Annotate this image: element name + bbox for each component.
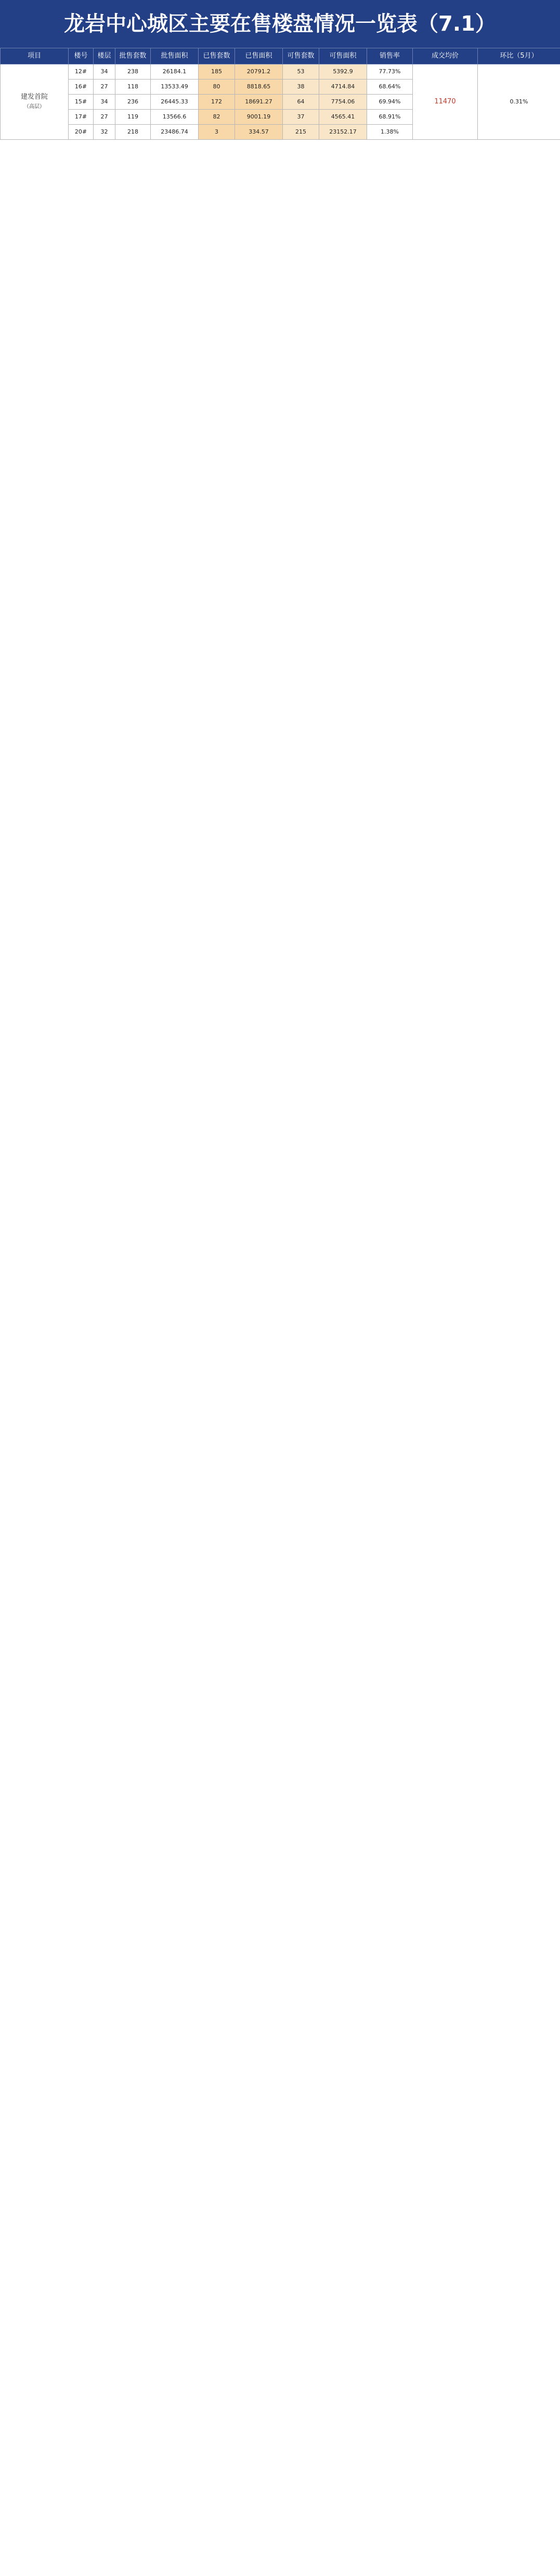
approved-units-cell: 119 [115, 110, 151, 125]
available-area-cell: 7754.06 [319, 95, 367, 110]
building-cell: 17# [69, 110, 94, 125]
sold-area-cell: 18691.27 [235, 95, 283, 110]
sold-units-cell: 3 [199, 125, 235, 140]
floors-cell: 34 [94, 95, 115, 110]
header-floors: 楼层 [94, 48, 115, 64]
header-sales-rate: 销售率 [367, 48, 413, 64]
listing-table [0, 48, 560, 140]
approved-units-cell: 236 [115, 95, 151, 110]
header-avg-price: 成交均价 [413, 48, 478, 64]
building-cell: 12# [69, 64, 94, 80]
header-available-units: 可售套数 [283, 48, 319, 64]
sold-units-cell: 185 [199, 64, 235, 80]
header-row [1, 48, 560, 64]
approved-area-cell: 23486.74 [151, 125, 199, 140]
sold-units-cell: 80 [199, 80, 235, 95]
sales-rate-cell: 77.73% [367, 64, 413, 80]
building-cell: 16# [69, 80, 94, 95]
building-cell: 20# [69, 125, 94, 140]
sold-area-cell: 334.57 [235, 125, 283, 140]
sold-area-cell: 20791.2 [235, 64, 283, 80]
table-row [1, 64, 560, 80]
available-units-cell: 53 [283, 64, 319, 80]
floors-cell: 27 [94, 110, 115, 125]
building-cell: 15# [69, 95, 94, 110]
project-name-cell [1, 64, 69, 140]
approved-area-cell: 13533.49 [151, 80, 199, 95]
approved-area-cell: 26445.33 [151, 95, 199, 110]
mom-cell: 0.31% [478, 64, 560, 140]
floors-cell: 34 [94, 64, 115, 80]
header-sold-area: 已售面积 [235, 48, 283, 64]
header-sold-units: 已售套数 [199, 48, 235, 64]
available-area-cell: 5392.9 [319, 64, 367, 80]
header-building: 楼号 [69, 48, 94, 64]
sold-area-cell: 8818.65 [235, 80, 283, 95]
approved-units-cell: 238 [115, 64, 151, 80]
approved-units-cell: 118 [115, 80, 151, 95]
avg-price-cell: 11470 [413, 64, 478, 140]
available-area-cell: 4565.41 [319, 110, 367, 125]
available-units-cell: 37 [283, 110, 319, 125]
sales-rate-cell: 69.94% [367, 95, 413, 110]
sales-rate-cell: 68.64% [367, 80, 413, 95]
floors-cell: 32 [94, 125, 115, 140]
approved-area-cell: 26184.1 [151, 64, 199, 80]
page-title: 龙岩中心城区主要在售楼盘情况一览表（7.1） [0, 0, 560, 48]
approved-units-cell: 218 [115, 125, 151, 140]
header-approved-area: 批售面积 [151, 48, 199, 64]
floors-cell: 27 [94, 80, 115, 95]
sales-rate-cell: 1.38% [367, 125, 413, 140]
header-mom: 环比（5月） [478, 48, 560, 64]
available-units-cell: 215 [283, 125, 319, 140]
header-available-area: 可售面积 [319, 48, 367, 64]
available-area-cell: 4714.84 [319, 80, 367, 95]
header-approved-units: 批售套数 [115, 48, 151, 64]
sales-rate-cell: 68.91% [367, 110, 413, 125]
project-name: 建发首院 [20, 93, 48, 101]
sold-area-cell: 9001.19 [235, 110, 283, 125]
approved-area-cell: 13566.6 [151, 110, 199, 125]
available-area-cell: 23152.17 [319, 125, 367, 140]
table-body [1, 64, 560, 140]
available-units-cell: 64 [283, 95, 319, 110]
sold-units-cell: 82 [199, 110, 235, 125]
header-project: 项目 [1, 48, 69, 64]
project-subtype: （高层） [24, 103, 45, 110]
sold-units-cell: 172 [199, 95, 235, 110]
available-units-cell: 38 [283, 80, 319, 95]
